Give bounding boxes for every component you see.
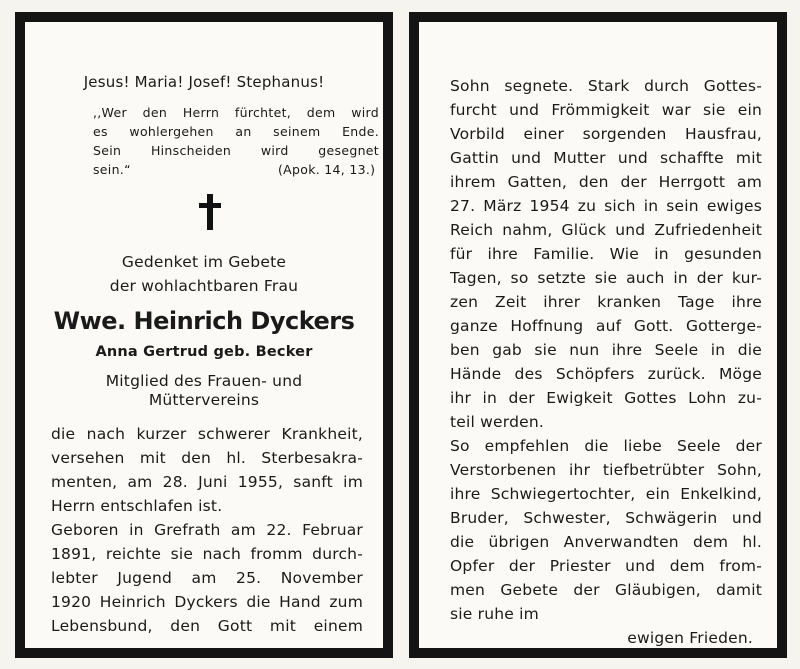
- body-line: Vorbild einer sorgenden Hausfrau,: [450, 125, 762, 143]
- body-line: Geboren in Grefrath am 22. Februar: [51, 521, 363, 539]
- body-line: Tagen, so setzte sie auch in der kur-: [450, 269, 762, 287]
- body-line: ihr in der Ewigkeit Gottes Lohn zu-: [450, 389, 762, 407]
- body-line: 1891, reichte sie nach fromm durch-: [51, 545, 363, 563]
- body-line: So empfehlen die liebe Seele der: [450, 437, 762, 455]
- quote-line: Sein Hinscheiden wird gesegnet: [93, 143, 379, 158]
- body-line: sie ruhe im: [450, 605, 539, 623]
- body-line: lebter Jugend am 25. November: [51, 569, 363, 587]
- maiden-name: Anna Gertrud geb. Becker: [95, 344, 313, 360]
- body-line: Verstorbenen ihr tiefbetrübter Sohn,: [450, 461, 762, 479]
- body-line: 27. März 1954 zu sich in sein ewiges: [450, 197, 762, 215]
- body-line: für ihre Familie. Wie in gesunden: [450, 245, 762, 263]
- body-line: ben gab sie nun ihre Seele in die: [450, 341, 762, 359]
- body-line: die übrigen Anverwandten dem hl.: [450, 533, 762, 551]
- gedenket-line-1: Gedenket im Gebete: [121, 253, 287, 271]
- quote-line: ,,Wer den Herrn fürchtet, dem wird: [93, 105, 379, 120]
- quote-line: es wohlergehen an seinem Ende.: [93, 124, 379, 139]
- body-line: Sohn segnete. Stark durch Gottes-: [450, 77, 762, 95]
- quote-reference: (Apok. 14, 13.): [278, 162, 376, 177]
- body-line: Lebensbund, den Gott mit einem: [51, 617, 363, 635]
- body-line: zen Zeit ihrer kranken Tage ihre: [450, 293, 762, 311]
- invocation: Jesus! Maria! Josef! Stephanus!: [83, 73, 325, 91]
- body-line: ihre Schwiegertochter, ein Enkelkind,: [450, 485, 762, 503]
- body-line: Opfer der Priester und dem from-: [450, 557, 762, 575]
- closing-line: ewigen Frieden.: [627, 629, 753, 647]
- body-line: Gattin und Mutter und schaffte mit: [450, 149, 762, 167]
- right-mourning-border: [409, 12, 787, 658]
- body-line: Hände des Schöpfers zurück. Möge: [450, 365, 762, 383]
- body-line: 1920 Heinrich Dyckers die Hand zum: [51, 593, 363, 611]
- body-line: teil werden.: [450, 413, 544, 431]
- body-line: versehen mit den hl. Sterbesakra-: [51, 449, 363, 467]
- membership-line-1: Mitglied des Frauen- und: [105, 372, 303, 390]
- cross-icon: [199, 194, 221, 230]
- right-card-content: [419, 22, 777, 648]
- body-line: menten, am 28. Juni 1955, sanft im: [51, 473, 363, 491]
- body-line: Herrn entschlafen ist.: [51, 497, 223, 515]
- membership-line-2: Müttervereins: [148, 391, 260, 409]
- left-card-content: [25, 22, 383, 648]
- body-line: ihrem Gatten, den der Herrgott am: [450, 173, 762, 191]
- body-line: Reich nahm, Glück und Zufriedenheit: [450, 221, 762, 239]
- body-line: die nach kurzer schwerer Krankheit,: [51, 425, 363, 443]
- quote-line-last: sein.“: [93, 162, 131, 177]
- deceased-name: Wwe. Heinrich Dyckers: [53, 307, 355, 335]
- body-line: ganze Hoffnung auf Gott. Gotterge-: [450, 317, 762, 335]
- body-line: men Gebete der Gläubigen, damit: [450, 581, 762, 599]
- left-mourning-border: [15, 12, 393, 658]
- body-line: Bruder, Schwester, Schwägerin und: [450, 509, 762, 527]
- gedenket-line-2: der wohlachtbaren Frau: [109, 277, 299, 295]
- body-line: furcht und Frömmigkeit war sie ein: [450, 101, 762, 119]
